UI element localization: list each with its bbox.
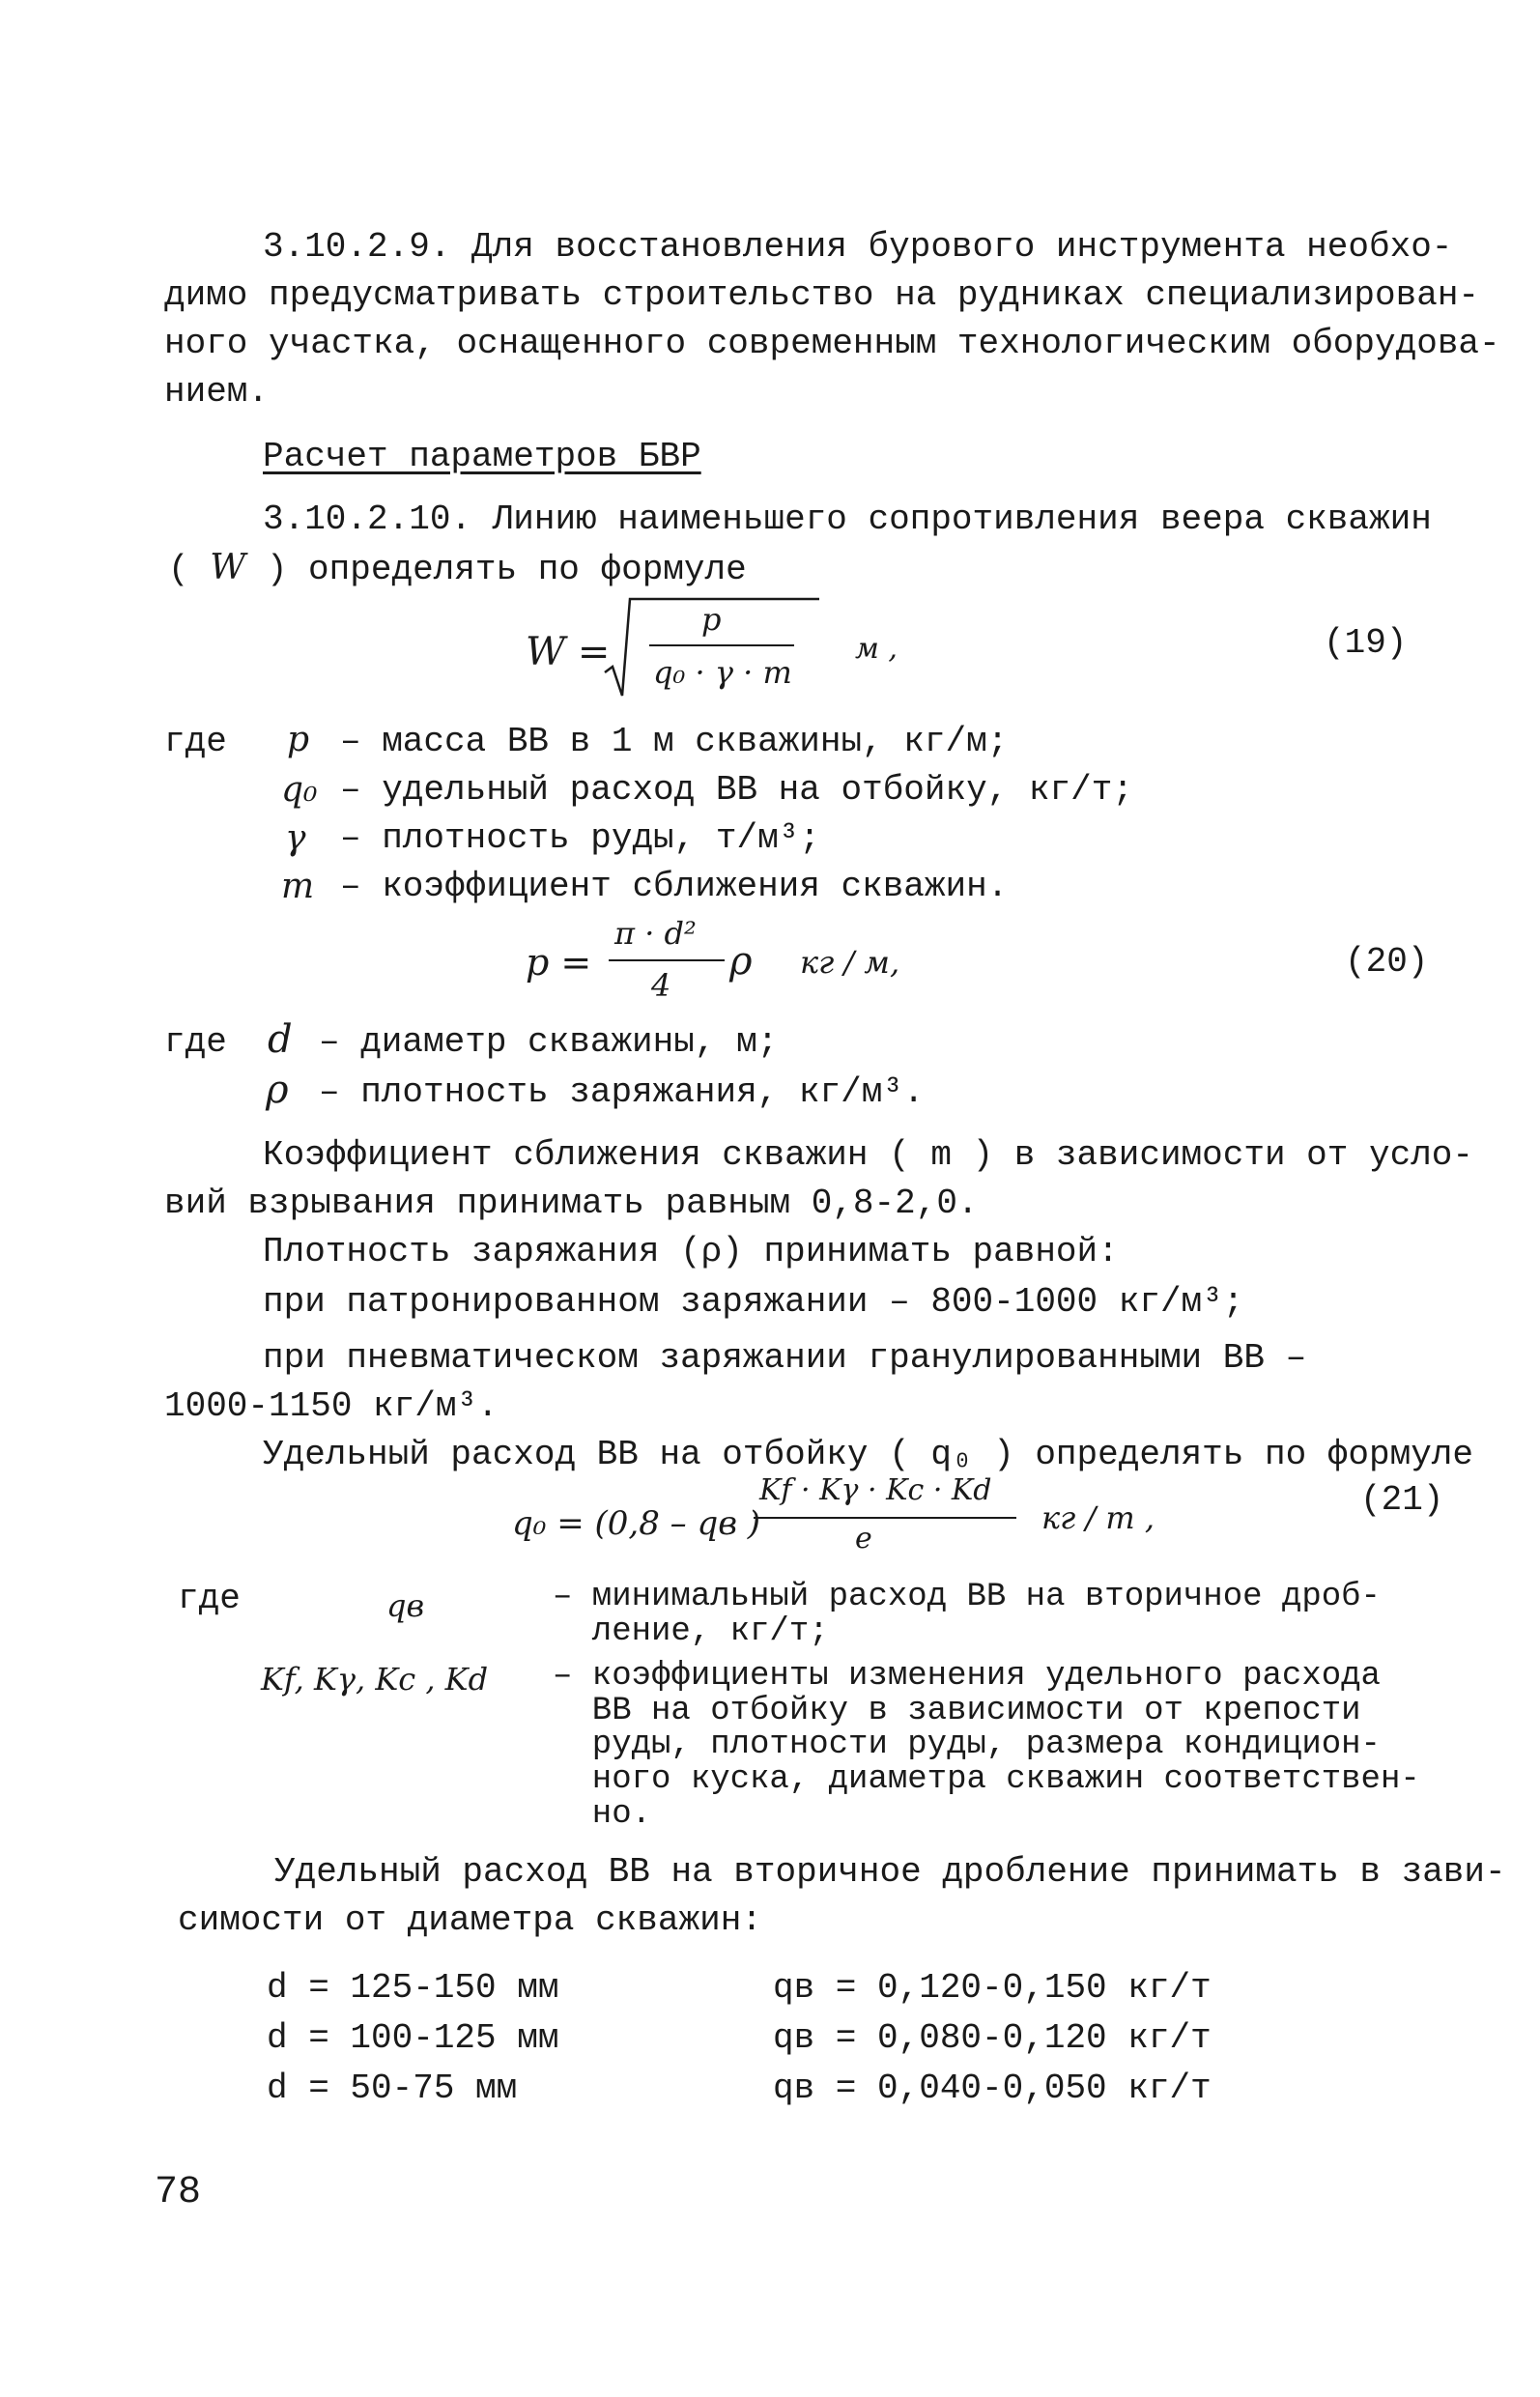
- legend-21-where: где: [178, 1579, 241, 1618]
- legend-21-sym-k: Kf, Kγ, Kc , Kd: [261, 1661, 489, 1698]
- paren-open: (: [168, 550, 189, 589]
- formula-20-unit: кг / м,: [800, 944, 900, 981]
- page-number: 78: [155, 2171, 202, 2214]
- legend-21-sym-qv: qв: [386, 1587, 425, 1624]
- legend-21-text-k-line1: – коэффициенты изменения удельного расхода: [553, 1658, 1381, 1695]
- para-3-10-2-10-line1: 3.10.2.10. Линию наименьшего сопротивления веера скважин: [263, 499, 1432, 539]
- formula-20-denominator: 4: [651, 967, 671, 1004]
- line2-rest: ) определять по формуле: [266, 550, 747, 589]
- para-secondary-line2: симости от диаметра скважин:: [178, 1900, 762, 1940]
- legend-19-sym-p: p: [287, 720, 310, 759]
- table-row-2-d: d = 100-125 мм: [267, 2018, 559, 2058]
- formula-21-number: (21): [1360, 1480, 1444, 1520]
- legend-21-text-k: [553, 1660, 1420, 1832]
- para-coef-line1: Коэффициент сближения скважин ( m ) в зависимости от усло-: [263, 1135, 1474, 1175]
- legend-21-text-k-line3: руды, плотности руды, размера кондицион-: [553, 1726, 1381, 1764]
- legend-19-text-m: – коэффициент сближения скважин.: [340, 867, 1009, 906]
- para-3-10-2-9-line2: димо предусматривать строительство на рудниках специализирован-: [164, 275, 1480, 315]
- para-3-10-2-10-line2: [168, 548, 747, 589]
- para-3-10-2-9-line3: ного участка, оснащенного современным технологическим оборудова-: [164, 324, 1500, 363]
- formula-19-number: (19): [1324, 623, 1408, 663]
- legend-19-text-p: – масса ВВ в 1 м скважины, кг/м;: [340, 722, 1009, 761]
- formula-21-numerator: Kf · Kγ · Kc · Kd: [759, 1473, 992, 1507]
- para-3-10-2-9-line4: нием.: [164, 372, 270, 412]
- legend-21-text-k-line2: ВВ на отбойку в зависимости от крепости: [553, 1692, 1361, 1729]
- legend-20-where: где: [164, 1022, 227, 1062]
- legend-20-sym-rho: ρ: [266, 1068, 289, 1112]
- legend-19-sym-gamma: γ: [285, 818, 306, 858]
- legend-19-text-gamma: – плотность руды, т/м³;: [340, 818, 820, 858]
- para-specific: Удельный расход ВВ на отбойку ( q₀ ) определять по формуле: [263, 1435, 1474, 1474]
- formula-19-lhs: W =: [526, 630, 611, 674]
- formula-19-fraction-line: [649, 644, 794, 646]
- table-row-1-q: qв = 0,120-0,150 кг/т: [773, 1968, 1212, 2008]
- table-row-2-q: qв = 0,080-0,120 кг/т: [773, 2018, 1212, 2058]
- formula-19-unit: м ,: [855, 632, 898, 666]
- formula-21-fraction-line: [754, 1517, 1016, 1519]
- formula-19-numerator: p: [701, 601, 722, 638]
- formula-21-lhs: q₀ = (0,8 – qв ): [512, 1504, 761, 1543]
- legend-21-text-k-line5: но.: [553, 1795, 652, 1833]
- para-3-10-2-9-line1: 3.10.2.9. Для восстановления бурового инструмента необхо-: [263, 227, 1453, 267]
- legend-19-text-q0: – удельный расход ВВ на отбойку, кг/т;: [340, 770, 1133, 810]
- legend-19-sym-m: m: [281, 867, 315, 906]
- para-secondary-line1: Удельный расход ВВ на вторичное дробление принимать в зави-: [274, 1852, 1506, 1892]
- legend-19-sym-q0: q₀: [281, 770, 318, 810]
- legend-21-text-k-line4: ного куска, диаметра скважин соответствен-: [553, 1761, 1420, 1799]
- formula-20-number: (20): [1345, 942, 1429, 982]
- para-coef-line2: вий взрывания принимать равным 0,8-2,0.: [164, 1184, 979, 1223]
- legend-21-text-qv: [553, 1581, 1381, 1649]
- formula-21-unit: кг / т ,: [1041, 1499, 1155, 1536]
- table-row-1-d: d = 125-150 мм: [267, 1968, 559, 2008]
- para-density-line2: при патронированном заряжании – 800-1000 кг/м³;: [263, 1282, 1244, 1322]
- legend-21-text-qv-line2: ление, кг/т;: [553, 1612, 829, 1650]
- section-heading: Расчет параметров БВР: [263, 437, 701, 476]
- formula-21-denominator: e: [855, 1522, 872, 1555]
- legend-21-text-qv-line1: – минимальный расход ВВ на вторичное дроб-: [553, 1579, 1381, 1615]
- legend-19-where: где: [164, 722, 227, 761]
- formula-19-denominator: q₀ · γ · m: [653, 654, 792, 691]
- var-w: W: [210, 548, 246, 587]
- para-density-line4: 1000-1150 кг/м³.: [164, 1386, 499, 1426]
- formula-20-factor: ρ: [729, 939, 753, 984]
- table-row-3-d: d = 50-75 мм: [267, 2069, 518, 2108]
- formula-20-lhs: p =: [526, 941, 592, 984]
- para-density-line1: Плотность заряжания (ρ) принимать равной:: [263, 1232, 1119, 1271]
- legend-20-text-rho: – плотность заряжания, кг/м³.: [319, 1072, 925, 1112]
- legend-20-text-d: – диаметр скважины, м;: [319, 1022, 779, 1062]
- table-row-3-q: qв = 0,040-0,050 кг/т: [773, 2069, 1212, 2108]
- legend-20-sym-d: d: [268, 1017, 293, 1062]
- formula-20-numerator: π · d²: [614, 915, 697, 952]
- formula-20-fraction-line: [609, 959, 725, 961]
- para-density-line3: при пневматическом заряжании гранулированными ВВ –: [263, 1338, 1307, 1378]
